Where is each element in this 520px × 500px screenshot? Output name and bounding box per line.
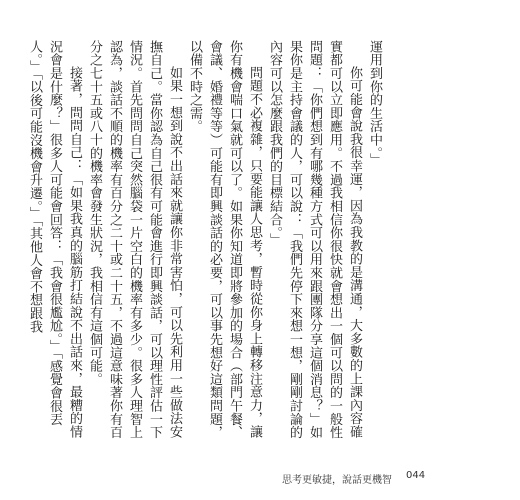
page-number: 044 — [406, 470, 426, 481]
paragraph-4: 如果一想到說不出話來就讓你非常害怕，可以先利用一些做法安撫自己。當你認為自己很有可能會進行即興談話，可以理性評估一下情況。首先問問自己突然腦袋一片空白的機率有多少。很多人理智上認為，談話不順的機率有百分之二十或二十五，不過這意味著你有百分之七十五或八十的機率會發生狀況，我相信有這個可能。 — [87, 40, 182, 439]
paragraph-2: 你可能會說我很幸運，因為我教的是溝通，大多數的上課內容確實都可以立即應用。不過我相信你很快就會想出一個可以問的一般性問題：「你們想到有哪幾種方式可以用來跟團隊分享這個消息？」如果你是主持會議的人，可以說：「我們先停下來想一想，剛剛討論的內容可以怎麼跟我們的目標結合。」 — [267, 40, 362, 439]
paragraph-5: 接著，問問自己：「如果我真的腦筋打結說不出話來，最糟的情況會是什麼？」很多人可能會回答：「我會很尷尬。」「感覺會很丟人。」「以後可能沒機會升遷。」「其他人會不想跟我 — [27, 40, 82, 439]
paragraph-3: 問題不必複雜，只要能讓人思考，暫時從你身上轉移注意力，讓你有機會喘口氣就可以了。如果你知道即將參加的場合（部門午餐、會議、婚禮等等）可能有即興談話的必要，可以事先想好這類問題，以備不時之需。 — [187, 40, 262, 439]
running-footer-title: 思考更敏捷，說話更機智 — [282, 475, 392, 486]
body-text — [24, 40, 384, 440]
paragraph-1: 運用到你的生活中。」 — [367, 40, 382, 167]
